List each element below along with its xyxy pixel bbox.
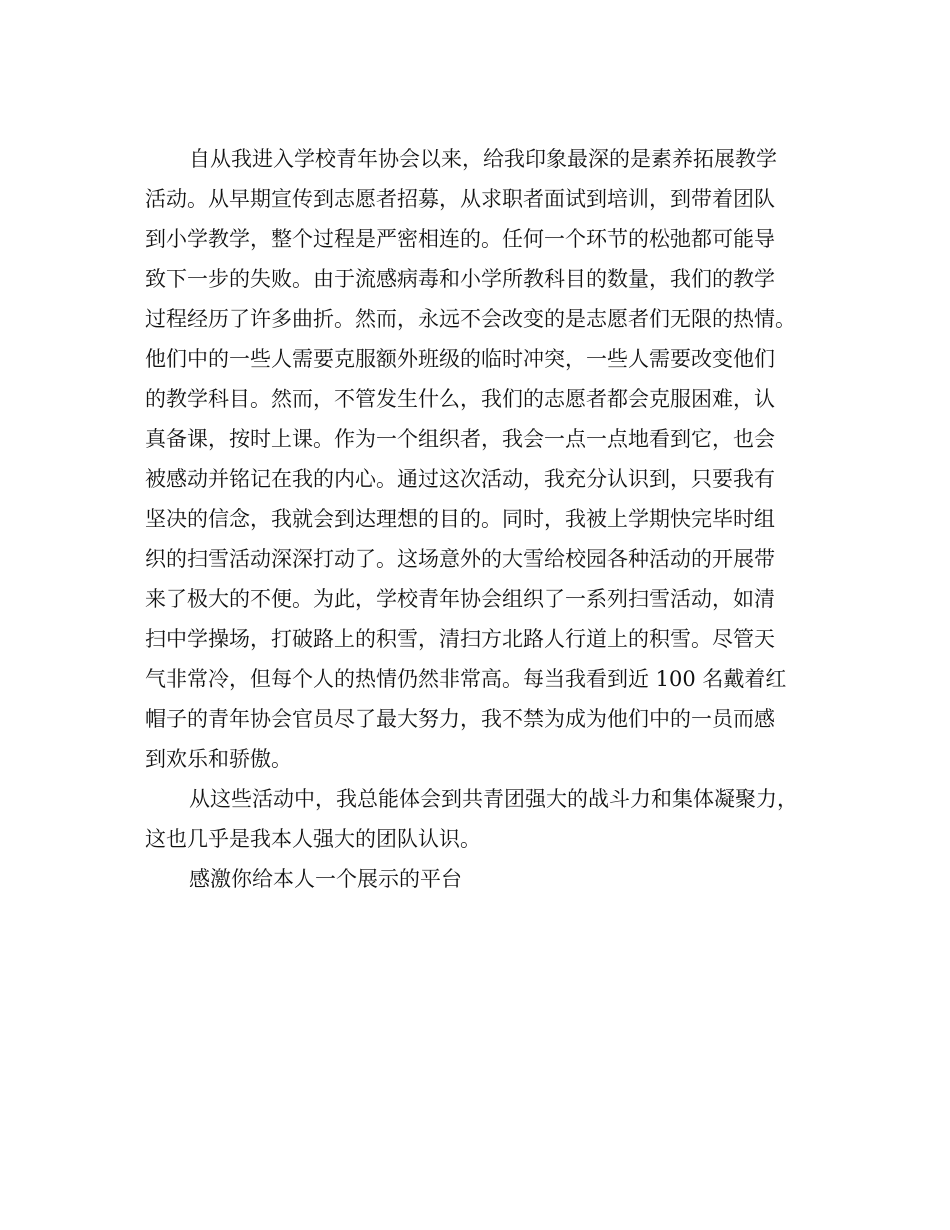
paragraph-2 xyxy=(145,779,810,859)
text-line: 活动。从早期宣传到志愿者招募，从求职者面试到培训，到带着团队 xyxy=(145,187,775,211)
text-line: 过程经历了许多曲折。然而，永远不会改变的是志愿者们无限的热情。 xyxy=(145,307,796,331)
paragraph-3 xyxy=(145,859,810,899)
text-line: 被感动并铭记在我的内心。通过这次活动，我充分认识到，只要我有 xyxy=(145,467,775,491)
text-line: 这也几乎是我本人强大的团队认识。 xyxy=(145,827,481,851)
text-line: 他们中的一些人需要克服额外班级的临时冲突，一些人需要改变他们 xyxy=(145,347,775,371)
text-line: 到小学教学，整个过程是严密相连的。任何一个环节的松弛都可能导 xyxy=(145,227,775,251)
text-line: 真备课，按时上课。作为一个组织者，我会一点一点地看到它，也会 xyxy=(145,427,775,451)
text-line: 气非常冷，但每个人的热情仍然非常高。每当我看到近 100 名戴着红 xyxy=(145,667,787,691)
text-line: 致下一步的失败。由于流感病毒和小学所教科目的数量，我们的教学 xyxy=(145,267,775,291)
paragraph-1 xyxy=(145,139,810,779)
text-line: 来了极大的不便。为此，学校青年协会组织了一系列扫雪活动，如清 xyxy=(145,587,775,611)
text-line: 织的扫雪活动深深打动了。这场意外的大雪给校园各种活动的开展带 xyxy=(145,547,775,571)
text-line: 帽子的青年协会官员尽了最大努力，我不禁为成为他们中的一员而感 xyxy=(145,707,775,731)
text-line: 感激你给本人一个展示的平台 xyxy=(189,867,462,891)
text-line: 从这些活动中，我总能体会到共青团强大的战斗力和集体凝聚力， xyxy=(189,787,798,811)
document-body xyxy=(145,139,810,899)
text-line: 的教学科目。然而，不管发生什么，我们的志愿者都会克服困难，认 xyxy=(145,387,775,411)
text-line: 到欢乐和骄傲。 xyxy=(145,747,292,771)
text-line: 自从我进入学校青年协会以来，给我印象最深的是素养拓展教学 xyxy=(189,147,777,171)
text-line: 坚决的信念，我就会到达理想的目的。同时，我被上学期快完毕时组 xyxy=(145,507,775,531)
text-line: 扫中学操场，打破路上的积雪，清扫方北路人行道上的积雪。尽管天 xyxy=(145,627,775,651)
